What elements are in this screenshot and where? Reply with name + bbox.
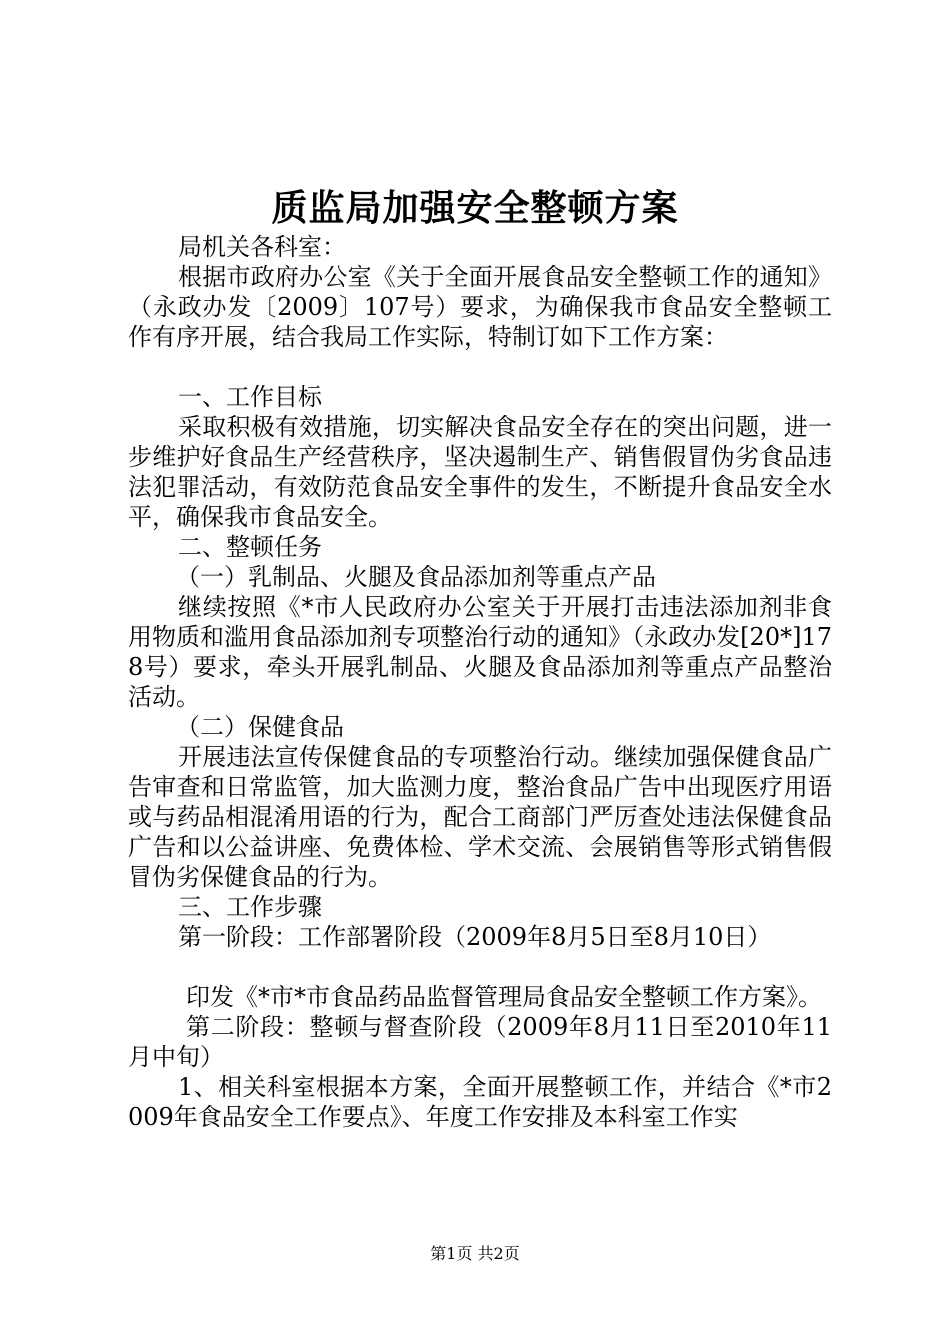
stage-one-detail: 印发《*市*市食品药品监督管理局食品安全整顿工作方案》。 <box>186 983 822 1011</box>
section-heading-steps: 三、工作步骤 <box>178 893 322 921</box>
section-heading-tasks: 二、整顿任务 <box>178 533 322 561</box>
intro-paragraph: 根据市政府办公室《关于全面开展食品安全整顿工作的通知》（永政办发〔2009〕107号）要求，为确保我市食品安全整顿工作有序开展，结合我局工作实际，特制订如下工作方案： <box>128 263 832 351</box>
subsection-heading-dairy: （一）乳制品、火腿及食品添加剂等重点产品 <box>176 563 656 591</box>
document-body <box>128 232 832 1132</box>
page-title: 质监局加强安全整顿方案 <box>271 187 679 229</box>
stage-one-heading: 第一阶段：工作部署阶段（2009年8月5日至8月10日） <box>178 923 772 951</box>
task-dairy-paragraph: 继续按照《*市人民政府办公室关于开展打击违法添加剂非食用物质和滥用食品添加剂专项整治行动的通知》（永政办发[20*]178号）要求，牵头开展乳制品、火腿及食品添加剂等重点产品整治活动。 <box>128 593 832 711</box>
subsection-heading-health-food: （二）保健食品 <box>176 713 344 741</box>
page-footer: 第1页 共2页 <box>430 1244 520 1263</box>
task-health-food-paragraph: 开展违法宣传保健食品的专项整治行动。继续加强保健食品广告审查和日常监管，加大监测力度，整治食品广告中出现医疗用语或与药品相混淆用语的行为，配合工商部门严厉查处违法保健食品广告和以公益讲座、免费体检、学术交流、会展销售等形式销售假冒伪劣保健食品的行为。 <box>128 743 832 891</box>
section-heading-goal: 一、工作目标 <box>178 383 322 411</box>
stage-two-heading: 第二阶段：整顿与督查阶段（2009年8月11日至2010年11月中旬） <box>128 1013 832 1071</box>
goal-paragraph: 采取积极有效措施，切实解决食品安全存在的突出问题，进一步维护好食品生产经营秩序，坚决遏制生产、销售假冒伪劣食品违法犯罪活动，有效防范食品安全事件的发生，不断提升食品安全水平，确保我市食品安全。 <box>128 413 832 531</box>
paragraph-gap <box>128 952 832 982</box>
stage-two-item-one: 1、相关科室根据本方案，全面开展整顿工作，并结合《*市2009年食品安全工作要点》、年度工作安排及本科室工作实 <box>128 1073 832 1131</box>
paragraph-gap <box>128 352 832 382</box>
salutation: 局机关各科室： <box>178 233 346 261</box>
